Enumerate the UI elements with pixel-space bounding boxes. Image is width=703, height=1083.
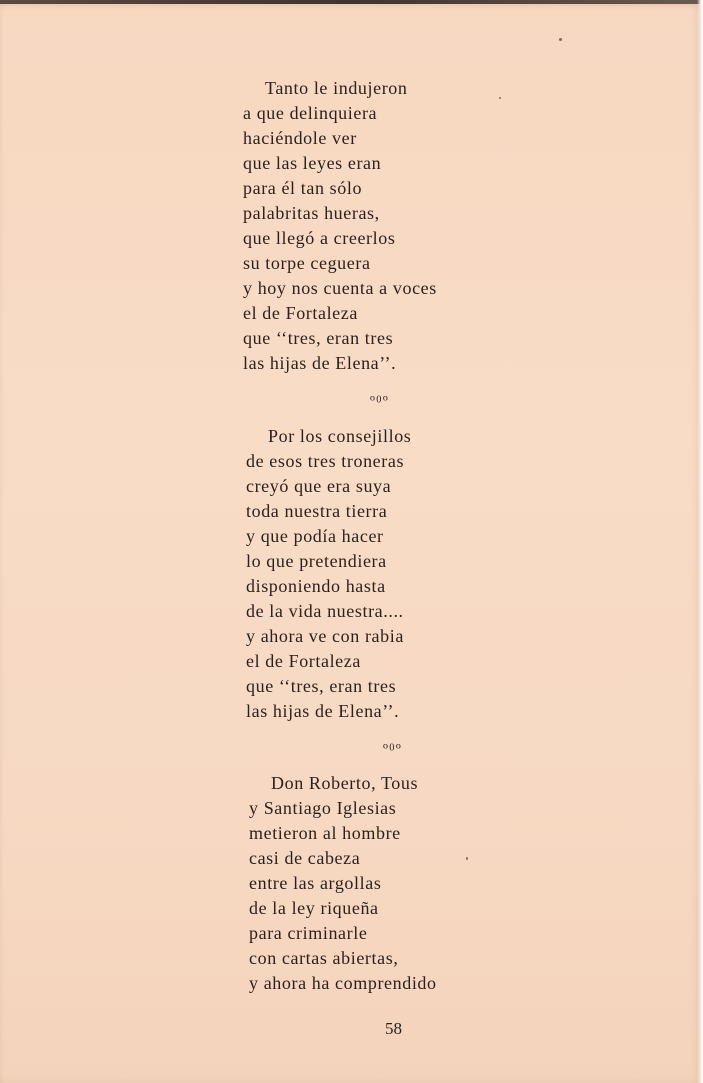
poem-line: el de Fortaleza (243, 303, 358, 323)
poem-line: de la vida nuestra.... (246, 601, 404, 621)
poem-stanza (246, 424, 411, 724)
poem-line: disponiendo hasta (246, 576, 386, 596)
poem-line: de esos tres troneras (246, 451, 405, 471)
poem-line: metieron al hombre (249, 823, 401, 843)
page-right-edge (697, 0, 703, 1083)
poem-stanza (243, 76, 437, 376)
paper-speck (466, 857, 468, 860)
poem-line: con cartas abiertas, (249, 948, 399, 968)
poem-line: a que delinquiera (243, 103, 378, 123)
poem-line: su torpe ceguera (243, 253, 371, 273)
poem-line: el de Fortaleza (246, 651, 361, 671)
poem-stanza (249, 771, 437, 996)
poem-line: para criminarle (249, 923, 368, 943)
stanza-separator: ₒ₀ₒ (383, 732, 402, 751)
poem-line: de la ley riqueña (249, 898, 379, 918)
poem-line: que ‘‘tres, eran tres (246, 676, 397, 696)
poem-line: que ‘‘tres, eran tres (243, 328, 394, 348)
poem-line: las hijas de Elena’’. (246, 701, 400, 721)
poem-line: las hijas de Elena’’. (243, 353, 397, 373)
poem-line: toda nuestra tierra (246, 501, 388, 521)
poem-line: y que podía hacer (246, 526, 384, 546)
poem-line: para él tan sólo (243, 178, 363, 198)
poem-line: que llegó a creerlos (243, 228, 396, 248)
poem-line: creyó que era suya (246, 476, 392, 496)
poem-line: y Santiago Iglesias (249, 798, 397, 818)
poem-line: Por los consejillos (268, 426, 412, 446)
stanza-separator: ₒ₀ₒ (370, 384, 389, 403)
poem-line: y hoy nos cuenta a voces (243, 278, 437, 298)
poem-line: haciéndole ver (243, 128, 357, 148)
page-number: 58 (385, 1019, 402, 1038)
poem-line: que las leyes eran (243, 153, 382, 173)
poem-line: y ahora ha comprendido (249, 973, 437, 993)
poem-line: y ahora ve con rabia (246, 626, 404, 646)
poem-line: lo que pretendiera (246, 551, 387, 571)
paper-speck (499, 97, 501, 99)
poem-line: entre las argollas (249, 873, 382, 893)
poem-line: Tanto le indujeron (265, 78, 408, 98)
page-top-edge (0, 0, 703, 4)
poem-line: casi de cabeza (249, 848, 361, 868)
poem-line: palabritas hueras, (243, 203, 380, 223)
poem-line: Don Roberto, Tous (271, 773, 419, 793)
paper-speck (559, 38, 562, 41)
